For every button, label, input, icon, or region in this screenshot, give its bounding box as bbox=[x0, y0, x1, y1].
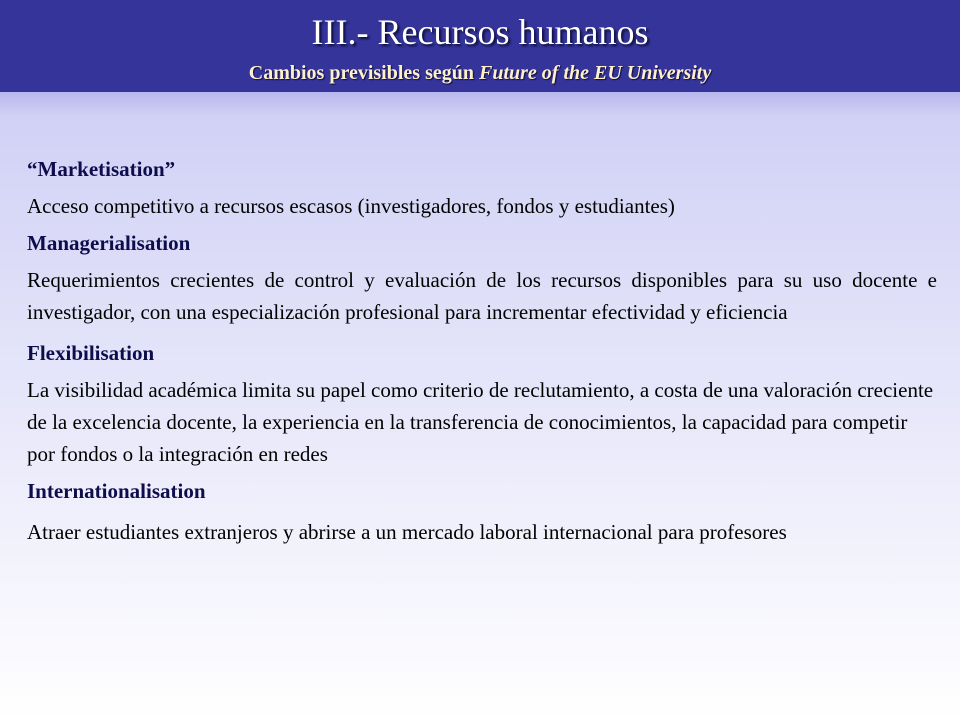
section-heading-flexibilisation: Flexibilisation bbox=[27, 341, 155, 365]
slide-header bbox=[0, 0, 960, 92]
header-shadow-band bbox=[0, 92, 960, 116]
slide-content bbox=[27, 154, 937, 548]
section-heading-internationalisation: Internationalisation bbox=[27, 479, 206, 503]
section-heading-marketisation: “Marketisation” bbox=[27, 157, 176, 181]
subtitle-emphasis: Future of the EU University bbox=[478, 62, 712, 84]
subtitle-prefix: Cambios previsibles según bbox=[248, 62, 479, 84]
slide-subtitle bbox=[0, 60, 960, 86]
section-body-managerialisation: Requerimientos crecientes de control y evaluación de los recursos disponibles para su uso docente e investigador, con una especialización profesional para incrementar efectividad y eficiencia bbox=[27, 268, 937, 324]
section-body-flexibilisation: La visibilidad académica limita su papel como criterio de reclutamiento, a costa de una valoración creciente de la excelencia docente, la experiencia en la transferencia de conocimientos, la capacidad para competir por fondos o la integración en redes bbox=[27, 378, 934, 466]
slide-title: III.- Recursos humanos bbox=[311, 12, 649, 52]
section-body-marketisation: Acceso competitivo a recursos escasos (investigadores, fondos y estudiantes) bbox=[27, 194, 675, 218]
section-body-internationalisation: Atraer estudiantes extranjeros y abrirse a un mercado laboral internacional para profesores bbox=[27, 520, 787, 544]
section-heading-managerialisation: Managerialisation bbox=[27, 231, 191, 255]
